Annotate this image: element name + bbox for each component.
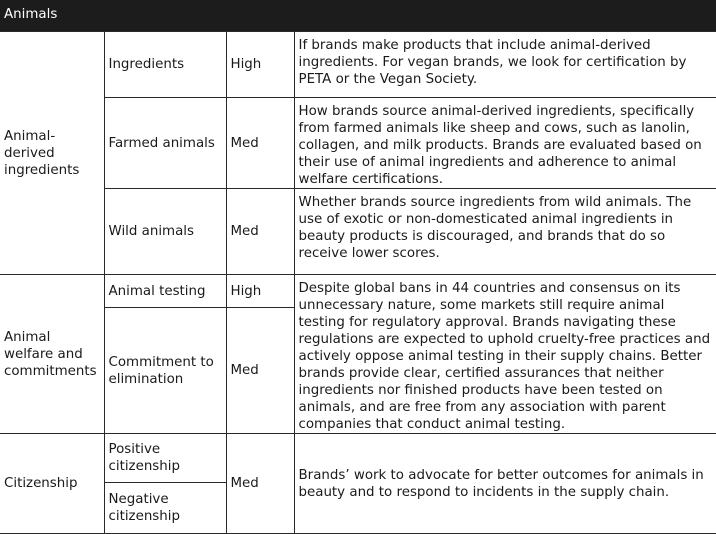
table-header: Animals bbox=[0, 0, 716, 31]
subcategory-farmed-animals: Farmed animals bbox=[104, 98, 226, 189]
subcategory-negative-citizenship: Negative citizenship bbox=[104, 483, 226, 534]
table-row bbox=[0, 32, 716, 98]
description-ingredients: If brands make products that include animal-derived ingredients. For vegan brands, we look for certification by PETA or the Vegan Society. bbox=[294, 32, 716, 98]
description-farmed-animals: How brands source animal-derived ingredients, specifically from farmed animals like sheep and cows, such as lanolin, collagen, and milk products. Brands are evaluated based on their use of animal ingredients and adherence to animal welfare certifications. bbox=[294, 98, 716, 189]
priority-commitment-to-elimination: Med bbox=[226, 308, 294, 434]
priority-animal-testing: High bbox=[226, 275, 294, 308]
category-animal-derived-ingredients: Animal-derived ingredients bbox=[0, 32, 104, 275]
subcategory-animal-testing: Animal testing bbox=[104, 275, 226, 308]
category-animal-welfare: Animal welfare and commitments bbox=[0, 275, 104, 434]
table-row bbox=[0, 189, 716, 275]
subcategory-positive-citizenship: Positive citizenship bbox=[104, 434, 226, 483]
subcategory-commitment-to-elimination: Commitment to elimination bbox=[104, 308, 226, 434]
table-row bbox=[0, 98, 716, 189]
table-row bbox=[0, 434, 716, 483]
subcategory-wild-animals: Wild animals bbox=[104, 189, 226, 275]
priority-farmed-animals: Med bbox=[226, 98, 294, 189]
description-animal-welfare: Despite global bans in 44 countries and consensus on its unnecessary nature, some markets still require animal testing for regulatory approval. Brands navigating these regulations are expected to uphold cruelty-free practices and actively oppose animal testing in their supply chains. Better brands provide clear, certified assurances that neither ingredients nor finished products have been tested on animals, and are free from any association with parent companies that conduct animal testing. bbox=[294, 275, 716, 434]
priority-ingredients: High bbox=[226, 32, 294, 98]
table-row bbox=[0, 275, 716, 308]
animals-table bbox=[0, 31, 716, 534]
priority-citizenship: Med bbox=[226, 434, 294, 534]
subcategory-ingredients: Ingredients bbox=[104, 32, 226, 98]
priority-wild-animals: Med bbox=[226, 189, 294, 275]
category-citizenship: Citizenship bbox=[0, 434, 104, 534]
description-citizenship: Brands’ work to advocate for better outcomes for animals in beauty and to respond to incidents in the supply chain. bbox=[294, 434, 716, 534]
description-wild-animals: Whether brands source ingredients from wild animals. The use of exotic or non-domesticated animal ingredients in beauty products is discouraged, and brands that do so receive lower scores. bbox=[294, 189, 716, 275]
